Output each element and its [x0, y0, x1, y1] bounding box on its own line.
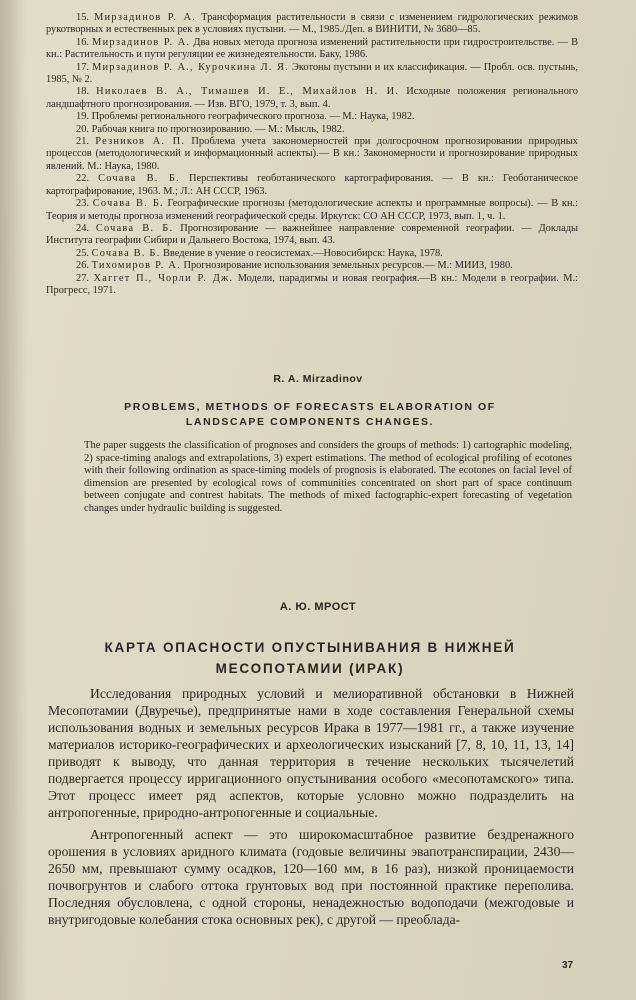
reference-number: 22.	[76, 173, 89, 185]
reference-text: Прогнозирование — важнейшее направление современной географии. — Доклады Института географии Сибири и Дальнего Востока, 1974, вып. 43.	[46, 222, 578, 247]
reference-text: Прогнозирование использования земельных ресурсов.— М.: МИИЗ, 1980.	[183, 260, 513, 272]
reference-authors: Мирзадинов Р. А., Курочкина Л. Я.	[92, 61, 289, 73]
reference-text: Географические прогнозы (методологические аспекты и программные вопросы). — В кн.: Теория и методы прогноза изменений географической среды. Иркутск: СО АН СССР, 1973, вып. 1, ч. 1.	[46, 198, 578, 222]
reference-item	[46, 62, 578, 87]
article-title	[70, 637, 550, 679]
reference-number: 21.	[76, 136, 89, 148]
reference-item	[46, 12, 578, 37]
reference-authors: Сочава В. Б.	[95, 222, 174, 234]
reference-authors: Сочава В. Б.	[98, 173, 180, 185]
english-title	[70, 400, 550, 430]
reference-authors: Николаев В. А., Тимашев И. Е., Михайлов Н. И.	[96, 86, 400, 98]
english-abstract: The paper suggests the classification of prognoses and considers the groups of methods: 1) cartographic modeling, 2) space-timing analogs and extrapolations, 3) expert estimations. The method of ecological profiling of ecotones with their following ordination as space-timing models of prognosis is elaborated. The ecotones on facial level of dimension are presented by ecological rows of communities concentrated on short part of space continuum between conjugate and contrest habitats. The methods of mixed factographic-expert forecasting of vegetation changes under hydraulic building is suggested.	[84, 440, 572, 514]
reference-text: Перспективы геоботанического картографирования. — В кн.: Геоботаническое картографирование, 1963. М.; Л.: АН СССР, 1963.	[46, 173, 578, 197]
english-author: R. A. Mirzadinov	[273, 373, 363, 385]
page-gutter-shadow	[0, 0, 28, 1000]
reference-number: 24.	[76, 222, 89, 234]
reference-item	[46, 111, 578, 123]
body-paragraph-1: Исследования природных условий и мелиоративной обстановки в Нижней Месопотамии (Двуречье), предпринятые нами в ходе составления Генеральной схемы использования водных и земельных ресурсов Ирака в 1977—1981 гг., а также изучение материалов историко-географических и археологических изысканий [7, 8, 10, 11, 13, 14] приводят к выводу, что данная территория в течение нескольких тысячелетий подвергается процессу ирригационного опустынивания особого «месопотамского» типа. Этот процесс имеет ряд аспектов, которые условно можно подразделить на антропогенные, природно-антропогенные и социальные.	[48, 686, 574, 820]
reference-authors: Сочава В. Б.	[92, 198, 164, 210]
body-paragraph-2: Антропогенный аспект — это широкомасштабное развитие бездренажного орошения в условиях аридного климата (годовые величины эвапотранспирации, 2430—2650 мм, превышают сумму осадков, 120—160 мм, в 16 раз), низкой проницаемости почвогрунтов и слабого оттока грунтовых вод при постоянной практике переполива. Последняя обусловлена, с одной стороны, ненадежностью водоподачи (межгодовые и внутригодовые колебания стока основных рек), с другой — преоблада-	[48, 827, 574, 927]
reference-item	[46, 124, 578, 136]
reference-number: 20.	[76, 123, 89, 135]
reference-number: 27.	[76, 272, 89, 284]
reference-item	[46, 198, 578, 223]
reference-text: Трансформация растительности в связи с изменением гидрологических режимов рукотворных и естественных рек в условиях пустыни. — М., 1985./Деп. в ВИНИТИ, № 3680—85.	[46, 12, 579, 36]
reference-number: 18.	[76, 86, 89, 98]
reference-authors: Сочава В. Б.	[91, 247, 161, 259]
reference-text: Проблема учета закономерностей при долгосрочном прогнозировании природных процессов (методологический и информационный аспекты).— В кн.: Закономерности и прогнозирование природных явлений. М.: Наука, 1980.	[46, 136, 578, 172]
reference-authors: Мирзадинов Р. А.	[94, 12, 197, 23]
reference-item	[46, 86, 578, 111]
article-author: А. Ю. МРОСТ	[279, 601, 357, 613]
reference-item	[46, 260, 578, 272]
article-body	[48, 685, 574, 933]
reference-number: 26.	[76, 260, 89, 272]
reference-number: 15.	[76, 12, 89, 23]
reference-number: 16.	[76, 36, 89, 48]
reference-number: 25.	[76, 247, 89, 259]
reference-number: 19.	[76, 111, 89, 123]
reference-authors: Тихомиров Р. А.	[91, 260, 181, 272]
reference-authors: Резников А. П.	[95, 136, 186, 148]
article-title-line-2: МЕСОПОТАМИИ (ИРАК)	[215, 661, 405, 676]
reference-item	[46, 223, 578, 248]
reference-item	[46, 248, 578, 260]
reference-text: Введение в учение о геосистемах.—Новосибирск: Наука, 1978.	[162, 247, 443, 259]
reference-item	[46, 273, 578, 298]
reference-text: Два новых метода прогноза изменений растительности при гидростроительстве. — В кн.: Растительность и пути регуляции ее жизнедеятельности. Баку, 1986.	[46, 36, 578, 61]
reference-text: Исходные положения регионального ландшафтного прогнозирования. — Изв. ВГО, 1979, т. 3, вып. 4.	[46, 86, 578, 110]
reference-number: 17.	[76, 61, 89, 73]
reference-item	[46, 37, 578, 62]
reference-list	[46, 12, 578, 297]
reference-authors: Хаггет П., Чорли Р. Дж.	[93, 272, 234, 284]
english-title-line-1: PROBLEMS, METHODS OF FORECASTS ELABORATION OF	[124, 401, 496, 413]
reference-item	[46, 136, 578, 173]
reference-number: 23.	[76, 198, 89, 210]
reference-text: Рабочая книга по прогнозированию. — М.: Мысль, 1982.	[91, 123, 345, 135]
reference-text: Модели, парадигмы и новая география.—В кн.: Модели в географии. М.: Прогресс, 1971.	[46, 272, 578, 296]
english-title-line-2: LANDSCAPE COMPONENTS CHANGES.	[185, 416, 435, 428]
reference-authors: Мирзадинов Р. А.	[92, 36, 191, 48]
article-title-line-1: КАРТА ОПАСНОСТИ ОПУСТЫНИВАНИЯ В НИЖНЕЙ	[104, 640, 516, 655]
reference-text: Проблемы регионального географического прогноза. — М.: Наука, 1982.	[91, 111, 415, 123]
reference-item	[46, 173, 578, 198]
reference-text: Экотоны пустыни и их классификация. — Пробл. осв. пустынь, 1985, № 2.	[46, 61, 578, 86]
page-number: 37	[562, 960, 574, 971]
